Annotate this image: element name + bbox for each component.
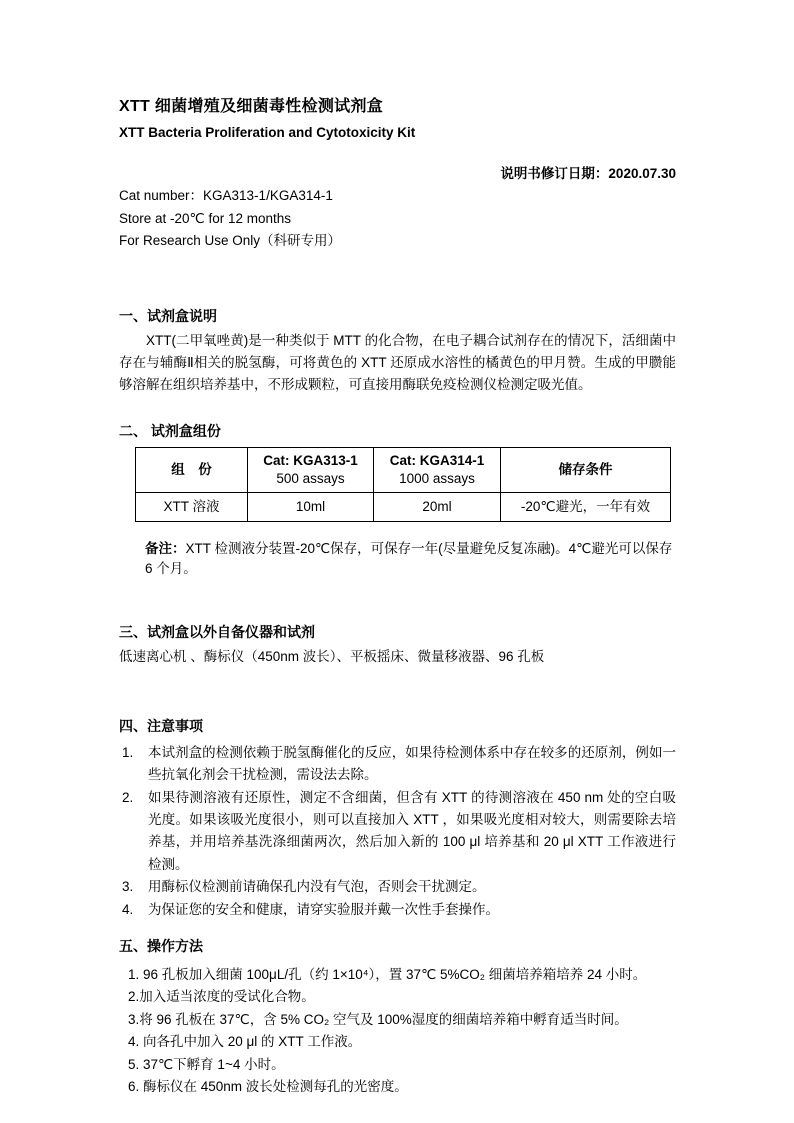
section1-description: XTT(二甲氧唑黄)是一种类似于 MTT 的化合物，在电子耦合试剂存在的情况下，活细菌中存在与辅酶Ⅱ相关的脱氢酶，可将黄色的 XTT 还原成水溶性的橘黄色的甲月赞。生成的甲臜能够溶解在组织培养基中，不形成颗粒，可直接用酶联免疫检测仪检测定吸光值。 <box>119 332 676 393</box>
storage-header-label: 储存条件 <box>558 462 613 478</box>
research-use-line: For Research Use Only（科研专用） <box>119 233 342 248</box>
page-title: XTT 细菌增殖及细菌毒性检测试剂盒 <box>119 98 384 115</box>
storage-note-text: XTT 检测液分装置-20℃保存，可保存一年(尽量避免反复冻融)。4℃避光可以保存 6 个月。 <box>145 541 673 577</box>
revision-date-value: 2020.07.30 <box>608 166 676 181</box>
page-subtitle-en: XTT Bacteria Proliferation and Cytotoxicity Kit <box>119 125 416 140</box>
section2-heading: 二、 试剂盒组份 <box>119 423 221 440</box>
precautions-list <box>119 742 676 921</box>
precaution-4-number: 4. <box>122 901 134 917</box>
cell-component-name: XTT 溶液 <box>136 493 248 522</box>
storage-note-label: 备注： <box>145 541 186 557</box>
header-cell-kga314 <box>374 448 501 493</box>
section5-heading: 五、操作方法 <box>119 937 203 954</box>
product-meta-block <box>119 185 676 253</box>
cell-volume-kga313: 10ml <box>248 493 374 522</box>
precaution-2-number: 2. <box>122 789 134 805</box>
component-header-label: 组 份 <box>171 462 212 478</box>
section3-equipment-list: 低速离心机 、酶标仪（450nm 波长）、平板摇床、微量移液器、96 孔板 <box>119 649 545 665</box>
precaution-item-1 <box>119 742 676 787</box>
precaution-3-text: 用酶标仪检测前请确保孔内没有气泡，否则会干扰测定。 <box>148 879 486 895</box>
precaution-1-text: 本试剂盒的检测依赖于脱氢酶催化的反应，如果待检测体系中存在较多的还原剂，例如一些抗氧化剂会干扰检测，需设法去除。 <box>148 744 676 783</box>
precaution-3-number: 3. <box>122 879 134 895</box>
cell-volume-kga314: 20ml <box>374 493 501 522</box>
header-cell-kga313 <box>248 448 374 493</box>
section4-heading: 四、注意事项 <box>119 717 203 734</box>
header-cell-storage <box>501 448 671 493</box>
precaution-2-text: 如果待测溶液有还原性，测定不含细菌，但含有 XTT 的待测溶液在 450 nm 处的空白吸光度。如果该吸光度很小，则可以直接加入 XTT ，如果吸光度相对较大，则需要除去培养基，并用培养基洗涤细菌两次，然后加入新的 100 μl 培养基和 20 μl XTT 工作液进行检测。 <box>148 789 676 872</box>
section3-heading: 三、试剂盒以外自备仪器和试剂 <box>119 624 315 641</box>
precaution-4-text: 为保证您的安全和健康，请穿实验服并戴一次性手套操作。 <box>148 901 499 917</box>
revision-date-line <box>119 165 676 183</box>
section1-heading: 一、试剂盒说明 <box>119 307 217 324</box>
storage-condition-line: Store at -20℃ for 12 months <box>119 210 291 226</box>
storage-note <box>119 539 676 579</box>
kga313-assays-label: 500 assays <box>276 471 345 487</box>
procedure-step-4: 4. 向各孔中加入 20 μl 的 XTT 工作液。 <box>128 1034 362 1050</box>
kga313-cat-label: Cat: KGA313-1 <box>263 453 358 469</box>
procedure-steps <box>119 964 676 1099</box>
components-table-data-row <box>136 493 671 522</box>
procedure-step-1: 1. 96 孔板加入细菌 100μL/孔（约 1×10⁴），置 37℃ 5%CO₂ 细菌培养箱培养 24 小时。 <box>128 966 647 982</box>
precaution-item-2 <box>119 787 676 877</box>
precaution-1-number: 1. <box>122 744 134 760</box>
revision-date-label: 说明书修订日期： <box>500 166 609 181</box>
procedure-step-5: 5. 37℃下孵育 1~4 小时。 <box>128 1056 285 1072</box>
cell-storage-condition: -20℃避光，一年有效 <box>501 493 671 522</box>
components-table <box>135 447 671 522</box>
components-table-header-row <box>136 448 671 493</box>
procedure-step-3: 3.将 96 孔板在 37℃，含 5% CO₂ 空气及 100%湿度的细菌培养箱中孵育适当时间。 <box>128 1011 628 1027</box>
procedure-step-6: 6. 酶标仪在 450nm 波长处检测每孔的光密度。 <box>128 1079 408 1095</box>
precaution-item-3 <box>119 876 676 898</box>
procedure-step-2: 2.加入适当浓度的受试化合物。 <box>128 989 315 1005</box>
kga314-assays-label: 1000 assays <box>399 471 475 487</box>
cat-number-line: Cat number：KGA313-1/KGA314-1 <box>119 188 333 203</box>
precaution-item-4 <box>119 899 676 921</box>
header-cell-component <box>136 448 248 493</box>
kga314-cat-label: Cat: KGA314-1 <box>389 453 485 469</box>
